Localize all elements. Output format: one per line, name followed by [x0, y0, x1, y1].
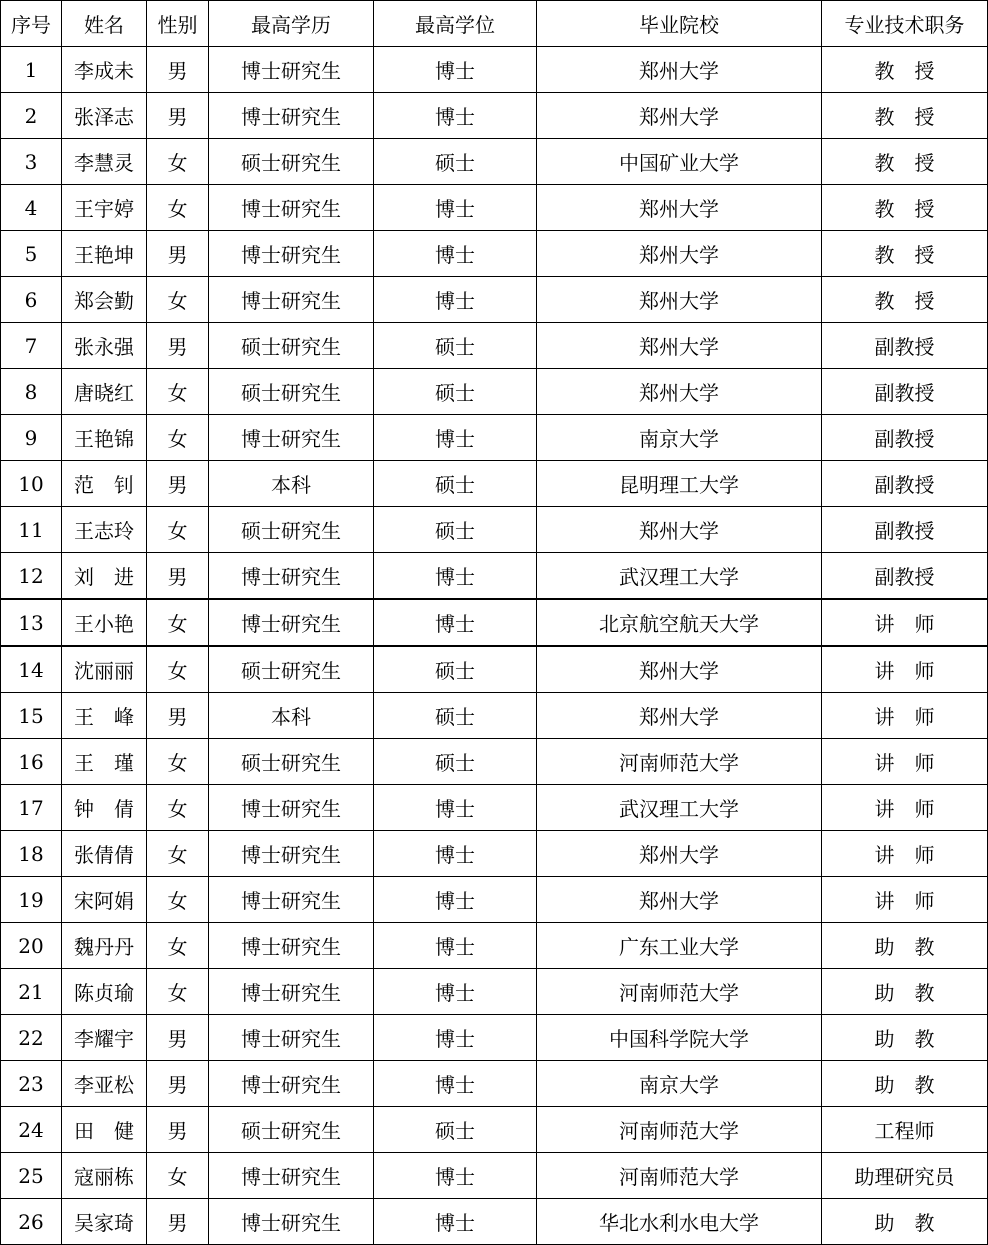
cell-gender: 男: [147, 553, 209, 600]
cell-index: 21: [1, 969, 62, 1015]
table-row: [1, 646, 988, 693]
cell-index: 18: [1, 831, 62, 877]
header-name: 姓名: [62, 1, 147, 47]
table-row: [1, 553, 988, 600]
cell-title: 教 授: [822, 231, 988, 277]
table-row: [1, 139, 988, 185]
cell-gender: 男: [147, 47, 209, 93]
cell-index: 16: [1, 739, 62, 785]
cell-name: 张永强: [62, 323, 147, 369]
table-row: [1, 185, 988, 231]
cell-degree: 博士: [374, 415, 537, 461]
cell-gender: 女: [147, 415, 209, 461]
cell-education: 博士研究生: [209, 93, 374, 139]
cell-gender: 男: [147, 323, 209, 369]
cell-education: 硕士研究生: [209, 323, 374, 369]
cell-degree: 博士: [374, 785, 537, 831]
cell-title: 工程师: [822, 1107, 988, 1153]
cell-name: 吴家琦: [62, 1199, 147, 1245]
cell-title: 讲 师: [822, 739, 988, 785]
cell-index: 26: [1, 1199, 62, 1245]
cell-education: 硕士研究生: [209, 1107, 374, 1153]
cell-gender: 女: [147, 923, 209, 969]
cell-title: 副教授: [822, 553, 988, 600]
cell-degree: 博士: [374, 1061, 537, 1107]
cell-index: 24: [1, 1107, 62, 1153]
cell-degree: 硕士: [374, 369, 537, 415]
cell-school: 郑州大学: [537, 369, 822, 415]
cell-school: 武汉理工大学: [537, 785, 822, 831]
cell-education: 博士研究生: [209, 599, 374, 646]
cell-degree: 硕士: [374, 739, 537, 785]
cell-title: 助 教: [822, 923, 988, 969]
cell-school: 河南师范大学: [537, 1107, 822, 1153]
table-row: [1, 47, 988, 93]
cell-gender: 女: [147, 785, 209, 831]
cell-title: 副教授: [822, 415, 988, 461]
cell-degree: 博士: [374, 231, 537, 277]
cell-degree: 博士: [374, 923, 537, 969]
cell-index: 15: [1, 693, 62, 739]
cell-education: 博士研究生: [209, 831, 374, 877]
cell-name: 张倩倩: [62, 831, 147, 877]
cell-gender: 男: [147, 231, 209, 277]
cell-index: 14: [1, 646, 62, 693]
cell-index: 23: [1, 1061, 62, 1107]
cell-name: 田 健: [62, 1107, 147, 1153]
cell-degree: 硕士: [374, 693, 537, 739]
cell-school: 武汉理工大学: [537, 553, 822, 600]
cell-index: 25: [1, 1153, 62, 1199]
table-row: [1, 231, 988, 277]
cell-school: 广东工业大学: [537, 923, 822, 969]
cell-title: 教 授: [822, 93, 988, 139]
cell-title: 助 教: [822, 1015, 988, 1061]
cell-school: 南京大学: [537, 415, 822, 461]
cell-index: 10: [1, 461, 62, 507]
cell-gender: 女: [147, 877, 209, 923]
cell-name: 王小艳: [62, 599, 147, 646]
cell-education: 硕士研究生: [209, 507, 374, 553]
cell-education: 博士研究生: [209, 877, 374, 923]
cell-degree: 硕士: [374, 646, 537, 693]
cell-degree: 博士: [374, 1199, 537, 1245]
cell-name: 沈丽丽: [62, 646, 147, 693]
cell-name: 唐晓红: [62, 369, 147, 415]
cell-school: 郑州大学: [537, 831, 822, 877]
cell-title: 副教授: [822, 369, 988, 415]
cell-gender: 女: [147, 599, 209, 646]
cell-gender: 男: [147, 1061, 209, 1107]
table-row: [1, 923, 988, 969]
cell-title: 副教授: [822, 461, 988, 507]
cell-name: 范 钊: [62, 461, 147, 507]
header-school: 毕业院校: [537, 1, 822, 47]
table-row: [1, 277, 988, 323]
header-title: 专业技术职务: [822, 1, 988, 47]
cell-index: 13: [1, 599, 62, 646]
cell-gender: 男: [147, 1015, 209, 1061]
cell-name: 王宇婷: [62, 185, 147, 231]
cell-title: 助 教: [822, 969, 988, 1015]
table-row: [1, 831, 988, 877]
cell-education: 博士研究生: [209, 1015, 374, 1061]
cell-degree: 博士: [374, 1015, 537, 1061]
cell-name: 王艳锦: [62, 415, 147, 461]
cell-name: 张泽志: [62, 93, 147, 139]
header-education: 最高学历: [209, 1, 374, 47]
cell-title: 教 授: [822, 277, 988, 323]
cell-education: 博士研究生: [209, 785, 374, 831]
cell-degree: 硕士: [374, 507, 537, 553]
cell-index: 19: [1, 877, 62, 923]
cell-name: 王 峰: [62, 693, 147, 739]
cell-education: 博士研究生: [209, 923, 374, 969]
cell-school: 华北水利水电大学: [537, 1199, 822, 1245]
cell-index: 4: [1, 185, 62, 231]
cell-school: 郑州大学: [537, 877, 822, 923]
cell-index: 7: [1, 323, 62, 369]
cell-degree: 博士: [374, 553, 537, 600]
cell-name: 寇丽栋: [62, 1153, 147, 1199]
cell-degree: 硕士: [374, 461, 537, 507]
header-row: [1, 1, 988, 47]
cell-degree: 博士: [374, 185, 537, 231]
header-degree: 最高学位: [374, 1, 537, 47]
cell-title: 讲 师: [822, 831, 988, 877]
cell-gender: 女: [147, 646, 209, 693]
cell-index: 3: [1, 139, 62, 185]
cell-education: 博士研究生: [209, 969, 374, 1015]
table-row: [1, 599, 988, 646]
cell-degree: 硕士: [374, 323, 537, 369]
cell-name: 王 瑾: [62, 739, 147, 785]
cell-index: 12: [1, 553, 62, 600]
cell-degree: 博士: [374, 831, 537, 877]
cell-name: 钟 倩: [62, 785, 147, 831]
table-row: [1, 969, 988, 1015]
cell-gender: 男: [147, 693, 209, 739]
cell-title: 副教授: [822, 507, 988, 553]
cell-name: 李成未: [62, 47, 147, 93]
cell-title: 助 教: [822, 1061, 988, 1107]
cell-gender: 女: [147, 369, 209, 415]
cell-index: 8: [1, 369, 62, 415]
cell-school: 郑州大学: [537, 646, 822, 693]
cell-index: 1: [1, 47, 62, 93]
cell-gender: 男: [147, 1199, 209, 1245]
cell-index: 17: [1, 785, 62, 831]
table-row: [1, 461, 988, 507]
cell-title: 助理研究员: [822, 1153, 988, 1199]
cell-name: 魏丹丹: [62, 923, 147, 969]
cell-education: 博士研究生: [209, 185, 374, 231]
cell-school: 河南师范大学: [537, 739, 822, 785]
table-row: [1, 693, 988, 739]
cell-name: 宋阿娟: [62, 877, 147, 923]
cell-gender: 男: [147, 1107, 209, 1153]
cell-name: 李耀宇: [62, 1015, 147, 1061]
cell-index: 2: [1, 93, 62, 139]
cell-gender: 女: [147, 831, 209, 877]
cell-gender: 女: [147, 739, 209, 785]
cell-education: 博士研究生: [209, 1153, 374, 1199]
cell-education: 硕士研究生: [209, 739, 374, 785]
cell-school: 郑州大学: [537, 693, 822, 739]
cell-degree: 博士: [374, 599, 537, 646]
cell-name: 王艳坤: [62, 231, 147, 277]
table-row: [1, 369, 988, 415]
cell-school: 河南师范大学: [537, 1153, 822, 1199]
cell-education: 硕士研究生: [209, 369, 374, 415]
cell-education: 博士研究生: [209, 277, 374, 323]
table-row: [1, 1199, 988, 1245]
cell-education: 博士研究生: [209, 231, 374, 277]
cell-title: 教 授: [822, 185, 988, 231]
cell-name: 陈贞瑜: [62, 969, 147, 1015]
cell-education: 本科: [209, 461, 374, 507]
cell-education: 硕士研究生: [209, 646, 374, 693]
table-row: [1, 507, 988, 553]
cell-index: 5: [1, 231, 62, 277]
cell-name: 王志玲: [62, 507, 147, 553]
table-row: [1, 93, 988, 139]
table-row: [1, 785, 988, 831]
cell-title: 助 教: [822, 1199, 988, 1245]
cell-school: 郑州大学: [537, 277, 822, 323]
cell-title: 讲 师: [822, 646, 988, 693]
cell-title: 副教授: [822, 323, 988, 369]
table-row: [1, 1107, 988, 1153]
cell-education: 博士研究生: [209, 415, 374, 461]
cell-index: 9: [1, 415, 62, 461]
cell-education: 博士研究生: [209, 553, 374, 600]
cell-degree: 博士: [374, 47, 537, 93]
cell-education: 硕士研究生: [209, 139, 374, 185]
cell-gender: 女: [147, 185, 209, 231]
cell-education: 博士研究生: [209, 47, 374, 93]
cell-school: 郑州大学: [537, 507, 822, 553]
cell-school: 郑州大学: [537, 323, 822, 369]
cell-gender: 女: [147, 969, 209, 1015]
cell-title: 讲 师: [822, 693, 988, 739]
table-row: [1, 323, 988, 369]
cell-index: 6: [1, 277, 62, 323]
cell-education: 本科: [209, 693, 374, 739]
cell-school: 郑州大学: [537, 47, 822, 93]
cell-index: 11: [1, 507, 62, 553]
cell-gender: 女: [147, 277, 209, 323]
header-gender: 性别: [147, 1, 209, 47]
cell-index: 20: [1, 923, 62, 969]
cell-school: 河南师范大学: [537, 969, 822, 1015]
cell-gender: 女: [147, 507, 209, 553]
cell-name: 郑会勤: [62, 277, 147, 323]
table-row: [1, 1061, 988, 1107]
cell-name: 李亚松: [62, 1061, 147, 1107]
cell-gender: 女: [147, 139, 209, 185]
cell-title: 讲 师: [822, 599, 988, 646]
table-body: [1, 47, 988, 1245]
cell-degree: 硕士: [374, 1107, 537, 1153]
cell-index: 22: [1, 1015, 62, 1061]
cell-title: 教 授: [822, 139, 988, 185]
cell-degree: 博士: [374, 969, 537, 1015]
cell-degree: 博士: [374, 1153, 537, 1199]
cell-name: 刘 进: [62, 553, 147, 600]
header-index: 序号: [1, 1, 62, 47]
cell-degree: 博士: [374, 93, 537, 139]
table-row: [1, 1015, 988, 1061]
table-row: [1, 1153, 988, 1199]
cell-school: 郑州大学: [537, 93, 822, 139]
cell-title: 讲 师: [822, 877, 988, 923]
cell-name: 李慧灵: [62, 139, 147, 185]
table-row: [1, 739, 988, 785]
cell-degree: 博士: [374, 877, 537, 923]
cell-school: 北京航空航天大学: [537, 599, 822, 646]
cell-title: 教 授: [822, 47, 988, 93]
table-row: [1, 415, 988, 461]
cell-gender: 男: [147, 461, 209, 507]
cell-gender: 男: [147, 93, 209, 139]
cell-education: 博士研究生: [209, 1061, 374, 1107]
cell-title: 讲 师: [822, 785, 988, 831]
cell-degree: 硕士: [374, 139, 537, 185]
cell-school: 中国科学院大学: [537, 1015, 822, 1061]
cell-school: 南京大学: [537, 1061, 822, 1107]
table-row: [1, 877, 988, 923]
cell-school: 中国矿业大学: [537, 139, 822, 185]
cell-degree: 博士: [374, 277, 537, 323]
cell-gender: 女: [147, 1153, 209, 1199]
cell-school: 郑州大学: [537, 231, 822, 277]
cell-education: 博士研究生: [209, 1199, 374, 1245]
cell-school: 昆明理工大学: [537, 461, 822, 507]
cell-school: 郑州大学: [537, 185, 822, 231]
